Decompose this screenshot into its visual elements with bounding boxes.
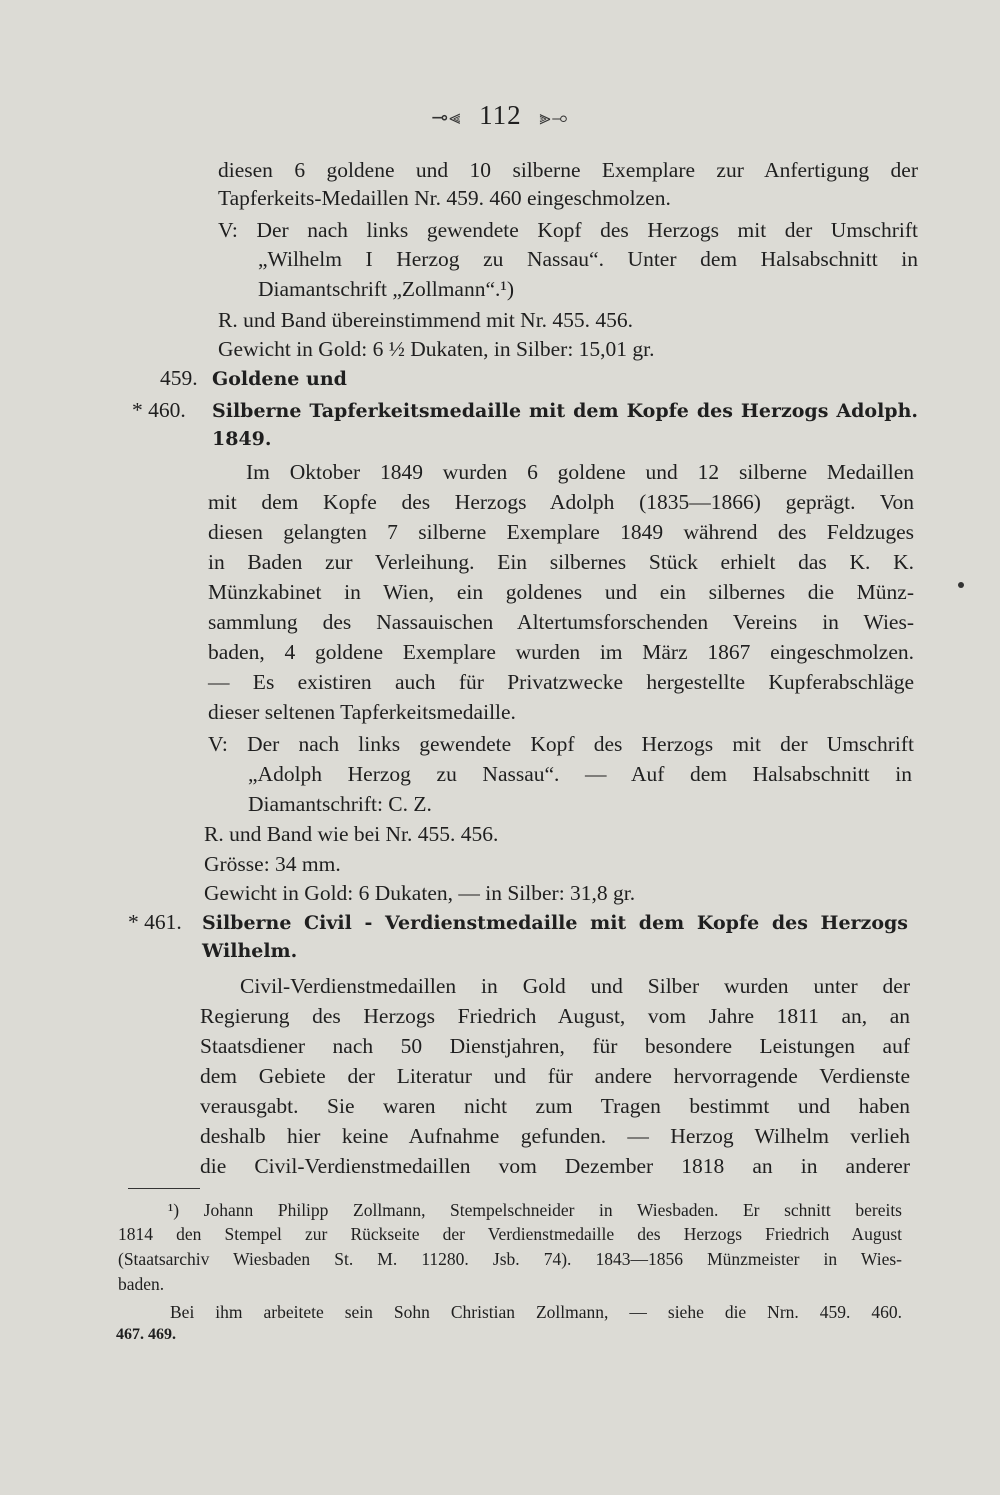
page-header xyxy=(0,100,1000,131)
footnote-rule xyxy=(128,1188,200,1189)
footnote-line: ¹) Johann Philipp Zollmann, Stempelschneider in Wiesbaden. Er schnitt bereits xyxy=(168,1200,902,1220)
text-line: Civil-Verdienstmedaillen in Gold und Silber wurden unter der xyxy=(240,974,910,998)
text-line: dieser seltenen Tapferkeitsmedaille. xyxy=(208,700,516,724)
footnote-line: baden. xyxy=(118,1274,165,1294)
entry-title-460-year: 1849. xyxy=(212,428,272,450)
text-line: R. und Band übereinstimmend mit Nr. 455. 456. xyxy=(218,308,634,332)
entry-number-460: * 460. xyxy=(132,398,186,422)
text-line: — Es existiren auch für Privatzwecke hergestellte Kupferabschläge xyxy=(208,670,914,694)
header-ornament-right: ⫸⊸ xyxy=(539,107,569,129)
text-line: sammlung des Nassauischen Altertumsforschenden Vereins in Wies- xyxy=(208,610,914,634)
text-line: in Baden zur Verleihung. Ein silbernes Stück erhielt das K. K. xyxy=(208,550,914,574)
footnote-line: 1814 den Stempel zur Rückseite der Verdienstmedaille des Herzogs Friedrich August xyxy=(118,1224,902,1244)
text-line: Tapferkeits-Medaillen Nr. 459. 460 eingeschmolzen. xyxy=(218,186,671,210)
text-line: Im Oktober 1849 wurden 6 goldene und 12 silberne Medaillen xyxy=(246,460,914,484)
text-line: V: Der nach links gewendete Kopf des Herzogs mit der Umschrift xyxy=(208,732,914,756)
page-number: 112 xyxy=(479,100,522,130)
paper-speck xyxy=(958,582,964,588)
text-line: verausgabt. Sie waren nicht zum Tragen bestimmt und haben xyxy=(200,1094,910,1118)
text-line: „Wilhelm I Herzog zu Nassau“. Unter dem Halsabschnitt in xyxy=(258,247,918,271)
entry-number-459: 459. xyxy=(160,366,198,390)
text-line: Diamantschrift: C. Z. xyxy=(248,792,432,816)
entry-number-461: * 461. xyxy=(128,910,182,934)
text-line: dem Gebiete der Literatur und für andere hervorragende Verdienste xyxy=(200,1064,910,1088)
header-ornament-left: ⊸⫷ xyxy=(431,107,462,129)
text-line: Gewicht in Gold: 6 Dukaten, — in Silber: 31,8 gr. xyxy=(204,881,636,905)
entry-title-461: Silberne Civil - Verdienstmedaille mit dem Kopfe des Herzogs xyxy=(202,912,908,934)
entry-title-459: Goldene und xyxy=(212,368,347,390)
text-line: baden, 4 goldene Exemplare wurden im März 1867 eingeschmolzen. xyxy=(208,640,914,664)
text-line: diesen 6 goldene und 10 silberne Exemplare zur Anfertigung der xyxy=(218,158,918,182)
text-line: Münzkabinet in Wien, ein goldenes und ein silbernes die Münz- xyxy=(208,580,914,604)
text-line: Regierung des Herzogs Friedrich August, vom Jahre 1811 an, an xyxy=(200,1004,910,1028)
text-line: Gewicht in Gold: 6 ½ Dukaten, in Silber: 15,01 gr. xyxy=(218,337,655,361)
text-line: „Adolph Herzog zu Nassau“. — Auf dem Halsabschnitt in xyxy=(248,762,912,786)
text-line: Grösse: 34 mm. xyxy=(204,852,341,876)
text-line: V: Der nach links gewendete Kopf des Herzogs mit der Umschrift xyxy=(218,218,918,242)
text-line: Diamantschrift „Zollmann“.¹) xyxy=(258,277,514,301)
text-line: die Civil-Verdienstmedaillen vom Dezember 1818 an in anderer xyxy=(200,1154,910,1178)
footnote-line: (Staatsarchiv Wiesbaden St. M. 11280. Jsb. 74). 1843—1856 Münzmeister in Wies- xyxy=(118,1249,902,1269)
footnote-line: Bei ihm arbeitete sein Sohn Christian Zollmann, — siehe die Nrn. 459. 460. xyxy=(170,1302,902,1322)
text-line: Staatsdiener nach 50 Dienstjahren, für besondere Leistungen auf xyxy=(200,1034,910,1058)
text-line: mit dem Kopfe des Herzogs Adolph (1835—1866) geprägt. Von xyxy=(208,490,914,514)
entry-title-460: Silberne Tapferkeitsmedaille mit dem Kopfe des Herzogs Adolph. xyxy=(212,400,918,422)
text-line: R. und Band wie bei Nr. 455. 456. xyxy=(204,822,499,846)
text-line: deshalb hier keine Aufnahme gefunden. — Herzog Wilhelm verlieh xyxy=(200,1124,910,1148)
text-line: diesen gelangten 7 silberne Exemplare 1849 während des Feldzuges xyxy=(208,520,914,544)
entry-title-461-name: Wilhelm. xyxy=(202,940,298,962)
footnote-line: 467. 469. xyxy=(116,1326,176,1343)
